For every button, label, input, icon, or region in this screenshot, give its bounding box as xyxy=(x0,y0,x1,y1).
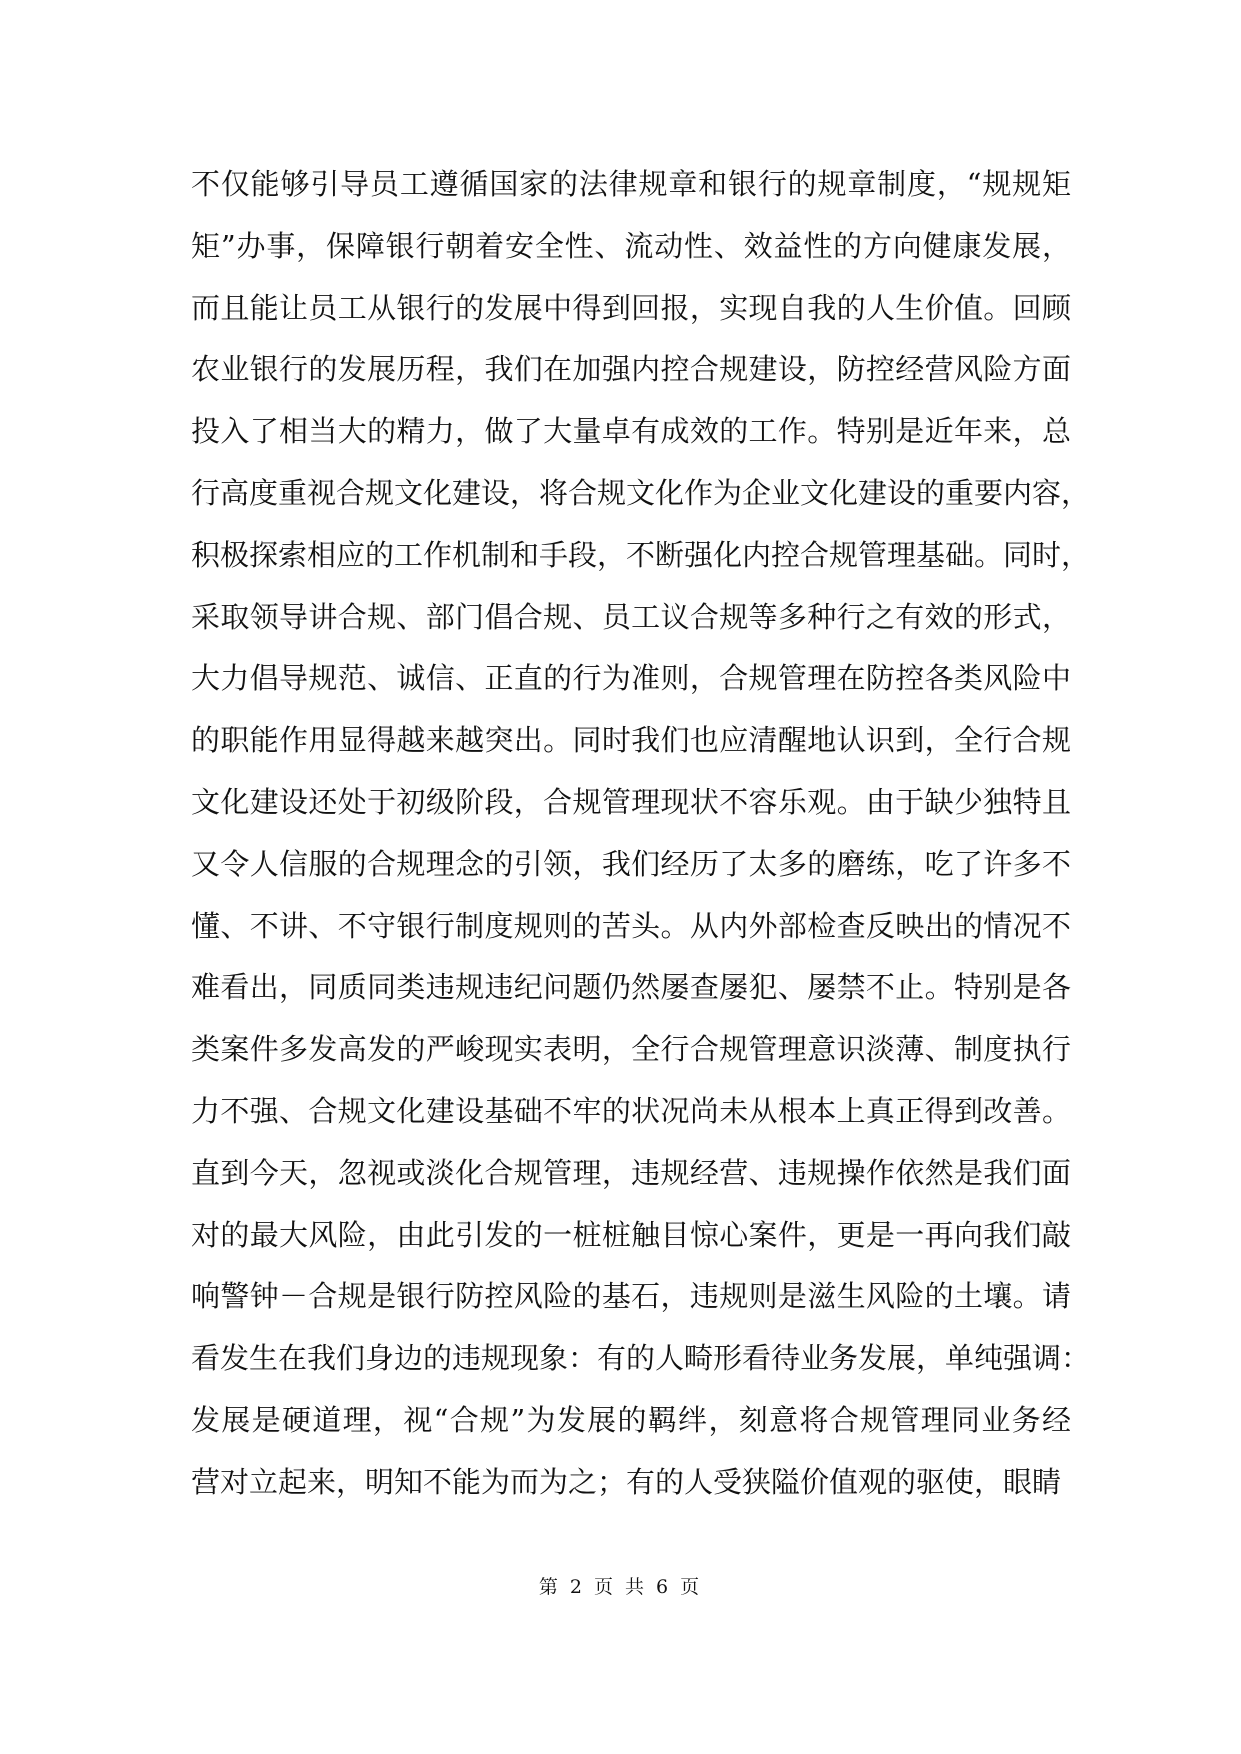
text-line: 对的最大风险，由此引发的一桩桩触目惊心案件，更是一再向我们敲 xyxy=(191,1217,1071,1252)
text-line: 类案件多发高发的严峻现实表明，全行合规管理意识淡薄、制度执行 xyxy=(191,1032,1071,1067)
text-line: 又令人信服的合规理念的引领，我们经历了太多的磨练，吃了许多不 xyxy=(191,846,1071,881)
text-line: 积极探索相应的工作机制和手段，不断强化内控合规管理基础。同时， xyxy=(191,537,1091,572)
text-line: 响警钟－合规是银行防控风险的基石，违规则是滋生风险的土壤。请 xyxy=(191,1279,1071,1314)
text-line: 农业银行的发展历程，我们在加强内控合规建设，防控经营风险方面 xyxy=(191,352,1071,387)
text-line: 力不强、合规文化建设基础不牢的状况尚未从根本上真正得到改善。 xyxy=(191,1093,1071,1128)
text-line: 看发生在我们身边的违规现象：有的人畸形看待业务发展，单纯强调： xyxy=(191,1341,1091,1376)
text-line: 不仅能够引导员工遵循国家的法律规章和银行的规章制度，“规规矩 xyxy=(191,167,1071,201)
page-number-footer: 第 2 页 共 6 页 xyxy=(538,1576,703,1598)
text-line: 难看出，同质同类违规违纪问题仍然屡查屡犯、屡禁不止。特别是各 xyxy=(191,970,1071,1005)
text-line: 大力倡导规范、诚信、正直的行为准则，合规管理在防控各类风险中 xyxy=(191,661,1071,696)
text-line: 直到今天，忽视或淡化合规管理，违规经营、违规操作依然是我们面 xyxy=(191,1155,1071,1190)
text-line: 营对立起来，明知不能为而为之；有的人受狭隘价值观的驱使，眼睛 xyxy=(191,1464,1062,1499)
body-paragraph xyxy=(191,164,1091,1524)
text-line: 投入了相当大的精力，做了大量卓有成效的工作。特别是近年来，总 xyxy=(191,414,1071,449)
text-line: 文化建设还处于初级阶段，合规管理现状不容乐观。由于缺少独特且 xyxy=(191,784,1071,819)
text-line: 行高度重视合规文化建设，将合规文化作为企业文化建设的重要内容， xyxy=(191,475,1091,510)
text-line: 发展是硬道理，视“合规”为发展的羁绊，刻意将合规管理同业务经 xyxy=(191,1402,1071,1437)
text-line: 采取领导讲合规、部门倡合规、员工议合规等多种行之有效的形式， xyxy=(191,599,1071,634)
text-line: 矩”办事，保障银行朝着安全性、流动性、效益性的方向健康发展， xyxy=(191,228,1071,263)
text-line: 的职能作用显得越来越突出。同时我们也应清醒地认识到，全行合规 xyxy=(191,723,1071,758)
text-line: 懂、不讲、不守银行制度规则的苦头。从内外部检查反映出的情况不 xyxy=(191,908,1071,943)
text-line: 而且能让员工从银行的发展中得到回报，实现自我的人生价值。回顾 xyxy=(191,290,1071,325)
